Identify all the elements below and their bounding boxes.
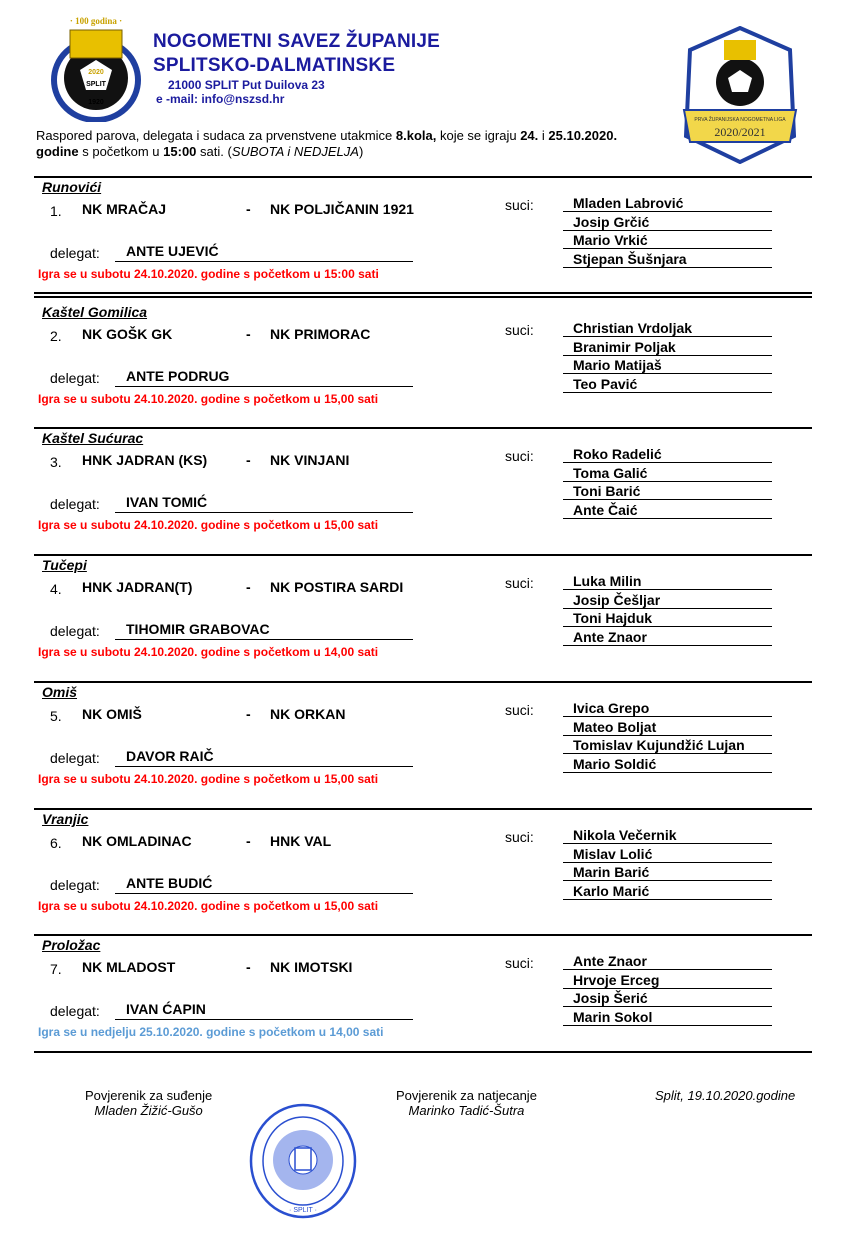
- match-number: 5.: [50, 708, 62, 724]
- title-line-1: NOGOMETNI SAVEZ ŽUPANIJE: [153, 31, 441, 52]
- section-divider: [34, 176, 812, 178]
- home-team: HNK JADRAN (KS): [82, 452, 208, 468]
- commissioner-title: Povjerenik za suđenje: [85, 1088, 213, 1103]
- section-divider: [34, 296, 812, 298]
- vs-dash: -: [246, 706, 251, 722]
- section-divider: [34, 554, 812, 556]
- referee-name: Branimir Poljak: [563, 339, 772, 356]
- referees-label: suci:: [505, 197, 534, 213]
- home-team: NK OMIŠ: [82, 706, 142, 722]
- referee-name: Ante Znaor: [563, 953, 772, 970]
- referee-name: Mladen Labrović: [563, 195, 772, 212]
- delegate-name: ANTE PODRUG: [115, 368, 413, 387]
- match-time-info: Igra se u subotu 24.10.2020. godine s početkom u 15,00 sati: [38, 518, 379, 532]
- intro-line-2: godine s početkom u 15:00 sati. (SUBOTA i NEDJELJA): [36, 144, 364, 159]
- venue: Vranjic: [42, 811, 89, 827]
- svg-text:1920: 1920: [88, 99, 104, 106]
- referee-name: Ivica Grepo: [563, 700, 772, 717]
- away-team: NK POSTIRA SARDI: [270, 579, 404, 595]
- match-section: [0, 682, 851, 809]
- venue: Tučepi: [42, 557, 87, 573]
- venue: Omiš: [42, 684, 78, 700]
- referee-name: Marin Sokol: [563, 1009, 772, 1026]
- match-section: [0, 555, 851, 682]
- svg-text:SPLIT: SPLIT: [86, 81, 106, 88]
- away-team: NK VINJANI: [270, 452, 350, 468]
- referee-name: Josip Češljar: [563, 592, 772, 609]
- home-team: HNK JADRAN(T): [82, 579, 193, 595]
- referee-name: Toma Galić: [563, 465, 772, 482]
- venue: Kaštel Gomilica: [42, 304, 148, 320]
- match-section: [0, 177, 851, 304]
- away-team: NK PRIMORAC: [270, 326, 371, 342]
- match-time-info: Igra se u subotu 24.10.2020. godine s početkom u 14,00 sati: [38, 645, 379, 659]
- referee-name: Christian Vrdoljak: [563, 320, 772, 337]
- delegate-label: delegat:: [50, 1003, 100, 1019]
- referees-label: suci:: [505, 955, 534, 971]
- match-section: [0, 809, 851, 936]
- vs-dash: -: [246, 326, 251, 342]
- document-date: Split, 19.10.2020.godine: [655, 1088, 796, 1103]
- referee-name: Toni Hajduk: [563, 610, 772, 627]
- referee-name: Mateo Boljat: [563, 719, 772, 736]
- delegate-label: delegat:: [50, 496, 100, 512]
- address: 21000 SPLIT Put Duilova 23: [168, 78, 325, 92]
- referee-name: Josip Grčić: [563, 214, 772, 231]
- away-team: NK POLJIČANIN 1921: [270, 201, 414, 217]
- email[interactable]: e -mail: info@nszsd.hr: [156, 92, 285, 106]
- referee-name: Marin Barić: [563, 864, 772, 881]
- away-team: HNK VAL: [270, 833, 332, 849]
- away-team: NK ORKAN: [270, 706, 346, 722]
- referee-name: Toni Barić: [563, 483, 772, 500]
- delegate-name: ANTE BUDIĆ: [115, 875, 413, 894]
- competition-commissioner: [396, 1088, 537, 1118]
- commissioner-name: Marinko Tadić-Šutra: [408, 1103, 525, 1118]
- vs-dash: -: [246, 201, 251, 217]
- delegate-label: delegat:: [50, 623, 100, 639]
- referee-name: Ante Znaor: [563, 629, 772, 646]
- match-time-info: Igra se u subotu 24.10.2020. godine s početkom u 15,00 sati: [38, 392, 379, 406]
- match-section: [0, 428, 851, 555]
- referees-label: suci:: [505, 322, 534, 338]
- referees-label: suci:: [505, 575, 534, 591]
- referee-name: Tomislav Kujundžić Lujan: [563, 737, 772, 754]
- intro-line-1: Raspored parova, delegata i sudaca za prvenstvene utakmice 8.kola, koje se igraju 24. i 25.10.2020.: [36, 128, 618, 143]
- delegate-label: delegat:: [50, 370, 100, 386]
- referee-name: Mario Matijaš: [563, 357, 772, 374]
- home-team: NK OMLADINAC: [82, 833, 192, 849]
- vs-dash: -: [246, 959, 251, 975]
- referee-name: Roko Radelić: [563, 446, 772, 463]
- match-section: [0, 935, 851, 1062]
- svg-text:2020/2021: 2020/2021: [714, 125, 766, 139]
- referee-name: Stjepan Šušnjara: [563, 251, 772, 268]
- referee-name: Mislav Lolić: [563, 846, 772, 863]
- delegate-name: ANTE UJEVIĆ: [115, 243, 413, 262]
- delegate-name: DAVOR RAIČ: [115, 748, 413, 767]
- section-divider: [34, 808, 812, 810]
- league-logo: [678, 26, 802, 164]
- match-number: 2.: [50, 328, 62, 344]
- section-divider: [34, 934, 812, 936]
- commissioner-title: Povjerenik za natjecanje: [396, 1088, 537, 1103]
- referees-label: suci:: [505, 702, 534, 718]
- section-divider: [34, 427, 812, 429]
- match-time-info: Igra se u subotu 24.10.2020. godine s početkom u 15,00 sati: [38, 772, 379, 786]
- match-time-info: Igra se u subotu 24.10.2020. godine s početkom u 15,00 sati: [38, 899, 379, 913]
- section-divider: [34, 1051, 812, 1053]
- svg-text:· 100 godina ·: · 100 godina ·: [69, 16, 123, 26]
- away-team: NK IMOTSKI: [270, 959, 353, 975]
- section-divider: [34, 292, 812, 294]
- title-line-2: SPLITSKO-DALMATINSKE: [153, 55, 396, 76]
- delegate-label: delegat:: [50, 750, 100, 766]
- vs-dash: -: [246, 833, 251, 849]
- delegate-name: IVAN TOMIĆ: [115, 494, 413, 513]
- referee-commissioner: [85, 1088, 212, 1118]
- referees-label: suci:: [505, 829, 534, 845]
- referee-name: Luka Milin: [563, 573, 772, 590]
- match-number: 4.: [50, 581, 62, 597]
- referee-name: Nikola Večernik: [563, 827, 772, 844]
- delegate-name: TIHOMIR GRABOVAC: [115, 621, 413, 640]
- referee-name: Josip Šerić: [563, 990, 772, 1007]
- match-time-info: Igra se u subotu 24.10.2020. godine s početkom u 15:00 sati: [38, 267, 379, 281]
- venue: Kaštel Sućurac: [42, 430, 144, 446]
- venue: Runovići: [42, 179, 102, 195]
- home-team: NK MLADOST: [82, 959, 176, 975]
- referee-name: Hrvoje Erceg: [563, 972, 772, 989]
- section-divider: [34, 681, 812, 683]
- commissioner-name: Mladen Žižić-Gušo: [94, 1103, 203, 1118]
- svg-text:· SPLIT ·: · SPLIT ·: [289, 1207, 317, 1214]
- vs-dash: -: [246, 452, 251, 468]
- referee-name: Ante Čaić: [563, 502, 772, 519]
- referee-name: Teo Pavić: [563, 376, 772, 393]
- federation-logo: [48, 14, 144, 122]
- match-section: [0, 302, 851, 429]
- referee-name: Mario Vrkić: [563, 232, 772, 249]
- svg-text:PRVA ŽUPANIJSKA NOGOMETNA LIGA: PRVA ŽUPANIJSKA NOGOMETNA LIGA: [694, 117, 786, 123]
- home-team: NK GOŠK GK: [82, 326, 173, 342]
- referee-name: Karlo Marić: [563, 883, 772, 900]
- match-number: 1.: [50, 203, 62, 219]
- referee-name: Mario Soldić: [563, 756, 772, 773]
- delegate-label: delegat:: [50, 877, 100, 893]
- delegate-label: delegat:: [50, 245, 100, 261]
- venue: Proložac: [42, 937, 101, 953]
- official-stamp: [248, 1102, 358, 1220]
- delegate-name: IVAN ĆAPIN: [115, 1001, 413, 1020]
- referees-label: suci:: [505, 448, 534, 464]
- match-number: 7.: [50, 961, 62, 977]
- match-number: 6.: [50, 835, 62, 851]
- match-number: 3.: [50, 454, 62, 470]
- svg-text:2020: 2020: [88, 69, 104, 76]
- vs-dash: -: [246, 579, 251, 595]
- home-team: NK MRAČAJ: [82, 201, 166, 217]
- match-time-info: Igra se u nedjelju 25.10.2020. godine s početkom u 14,00 sati: [38, 1025, 384, 1039]
